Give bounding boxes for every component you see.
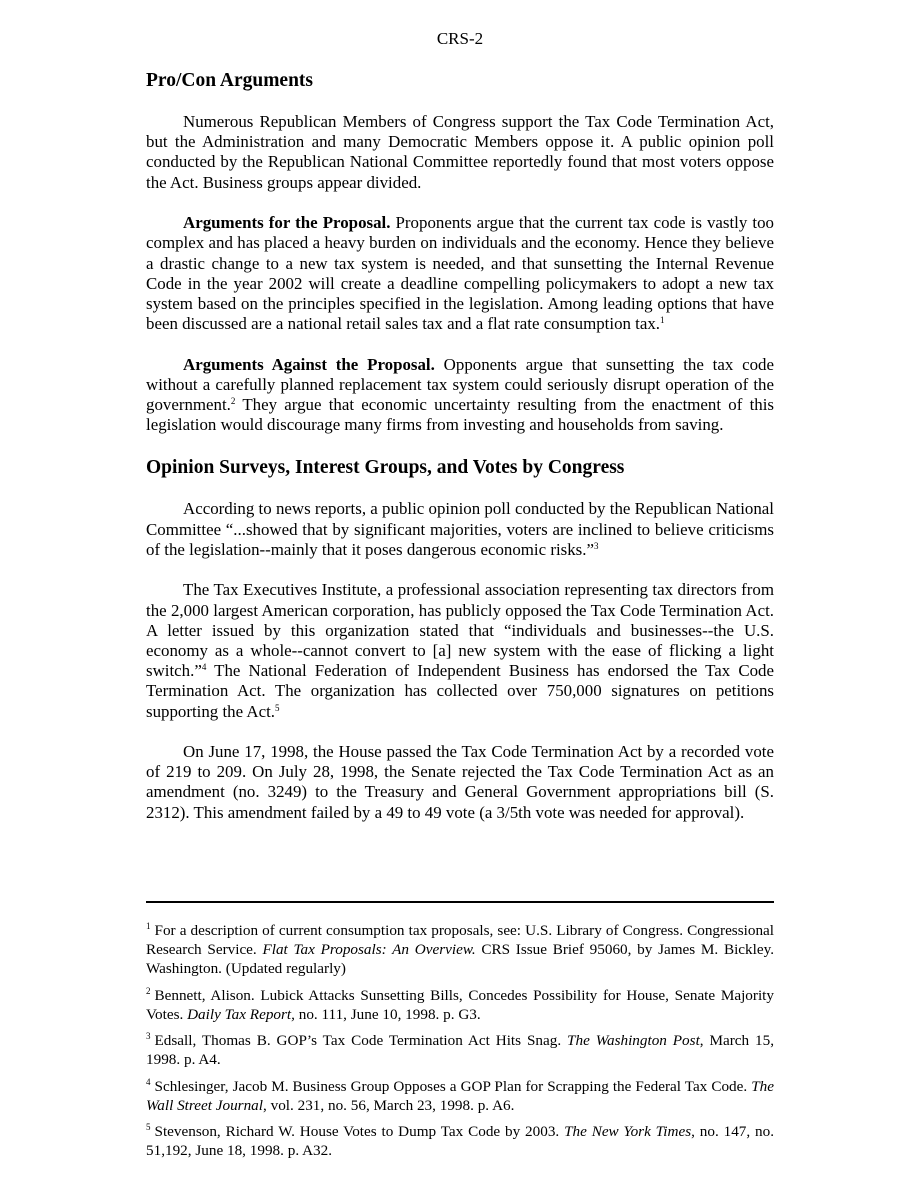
arguments-for-text: Proponents argue that the current tax code is vastly too complex and has placed a heavy burden on individuals and the economy. Hence they believe a drastic change to a new tax system is needed, and that sunsetting the Internal Revenue Code in the year 2002 will create a deadline compelling policymakers to adopt a new tax system based on the principles specified in the legislation. Among leading options that have been discussed are a national retail sales tax and a flat rate consumption tax. [146,213,774,334]
paragraph-opinion-poll [146,499,774,560]
footnote-title: The New York Times [564,1123,692,1140]
footnote-text: Stevenson, Richard W. House Votes to Dump Tax Code by 2003. [154,1123,565,1140]
arguments-against-text-a: Opponents argue that sunsetting the tax code without a carefully planned replacement tax system could seriously disrupt operation of the government. [146,354,775,415]
footnote-title: The Washington Post [567,1032,700,1049]
footnote-ref-3[interactable]: 3 [593,540,599,551]
footnote-4 [146,1077,774,1115]
footnote-number: 4 [146,1076,151,1087]
footnote-text: Schlesinger, Jacob M. Business Group Opposes a GOP Plan for Scrapping the Federal Tax Code. [154,1077,752,1095]
interest-groups-text-b: The National Federation of Independent Business has endorsed the Tax Code Termination Act. The organization has collected over 750,000 signatures on petitions supporting the Act. [146,661,774,721]
footnote-number: 1 [146,921,151,931]
paragraph-intro: Numerous Republican Members of Congress support the Tax Code Termination Act, but the Administration and many Democratic Members oppose it. A public opinion poll conducted by the Republican National Committee reportedly found that most voters oppose the Act. Business groups appear divided. [146,112,774,192]
paragraph-votes: On June 17, 1998, the House passed the Tax Code Termination Act by a recorded vote of 219 to 209. On July 28, 1998, the Senate rejected the Tax Code Termination Act as an amendment (no. 3249) to the Treasury and General Government appropriations bill (S. 2312). This amendment failed by a 49 to 49 vote (a 3/5th vote was needed for approval). [146,742,774,822]
page-number: CRS-2 [436,29,484,48]
footnote-text: , vol. 231, no. 56, March 23, 1998. p. A6. [263,1096,515,1114]
footnote-ref-1[interactable]: 1 [660,315,665,326]
footnote-title: Flat Tax Proposals: An Overview. [262,941,476,958]
main-content [146,70,774,843]
footnote-text: CRS Issue Brief 95060, by James M. Bickley. Washington. (Updated regularly) [146,941,774,977]
paragraph-interest-groups [146,580,774,721]
footnote-title: Daily Tax Report, [187,1005,295,1023]
footnote-1 [146,921,774,978]
run-in-heading-for: Arguments for the Proposal. [183,213,391,233]
footnote-ref-2[interactable]: 2 [230,396,236,407]
section-heading-opinion-surveys: Opinion Surveys, Interest Groups, and Votes by Congress [146,457,625,479]
footnote-5 [146,1122,774,1160]
footnote-ref-5[interactable]: 5 [275,702,280,713]
footnote-3 [146,1031,774,1069]
section-heading-pro-con: Pro/Con Arguments [146,70,314,91]
footnote-text: no. 111, June 10, 1998. p. G3. [294,1005,481,1023]
paragraph-arguments-against [146,355,774,436]
arguments-against-text-b: They argue that economic uncertainty resulting from the enactment of this legislation would discourage many firms from investing and households from saving. [146,395,774,435]
footnote-text: Edsall, Thomas B. GOP’s Tax Code Termination Act Hits Snag. [154,1032,568,1049]
footnote-title: The Wall Street Journal [146,1077,774,1114]
opinion-poll-text: According to news reports, a public opinion poll conducted by the Republican National Committee “...showed that by significant majorities, voters are inclined to believe criticisms of the legislation--mainly that it poses dangerous economic risks.” [146,499,774,559]
footnote-text: , no. 147, no. 51,192, June 18, 1998. p. A32. [146,1123,775,1159]
footnote-2 [146,986,774,1024]
interest-groups-text-a: The Tax Executives Institute, a professional association representing tax directors from the 2,000 largest American corporation, has publicly opposed the Tax Code Termination Act. A letter issued by this organization stated that “individuals and businesses--the U.S. economy as a whole--cannot convert to [a] new system with the ease of flicking a light switch.” [146,580,774,681]
footnote-text: Bennett, Alison. Lubick Attacks Sunsetting Bills, Concedes Possibility for House, Senate Majority Votes. [146,986,774,1023]
footnote-text: , March 15, 1998. p. A4. [146,1032,775,1068]
footnote-number: 5 [146,1122,151,1132]
footnote-ref-4[interactable]: 4 [201,662,207,673]
footnote-text: For a description of current consumption tax proposals, see: U.S. Library of Congress. Congressional Research Service. [146,922,774,958]
footnote-number: 2 [146,985,151,996]
footnote-separator [146,901,774,903]
footnotes [146,921,774,1168]
paragraph-arguments-for [146,213,774,334]
footnote-number: 3 [146,1031,151,1041]
run-in-heading-against: Arguments Against the Proposal. [183,354,435,374]
